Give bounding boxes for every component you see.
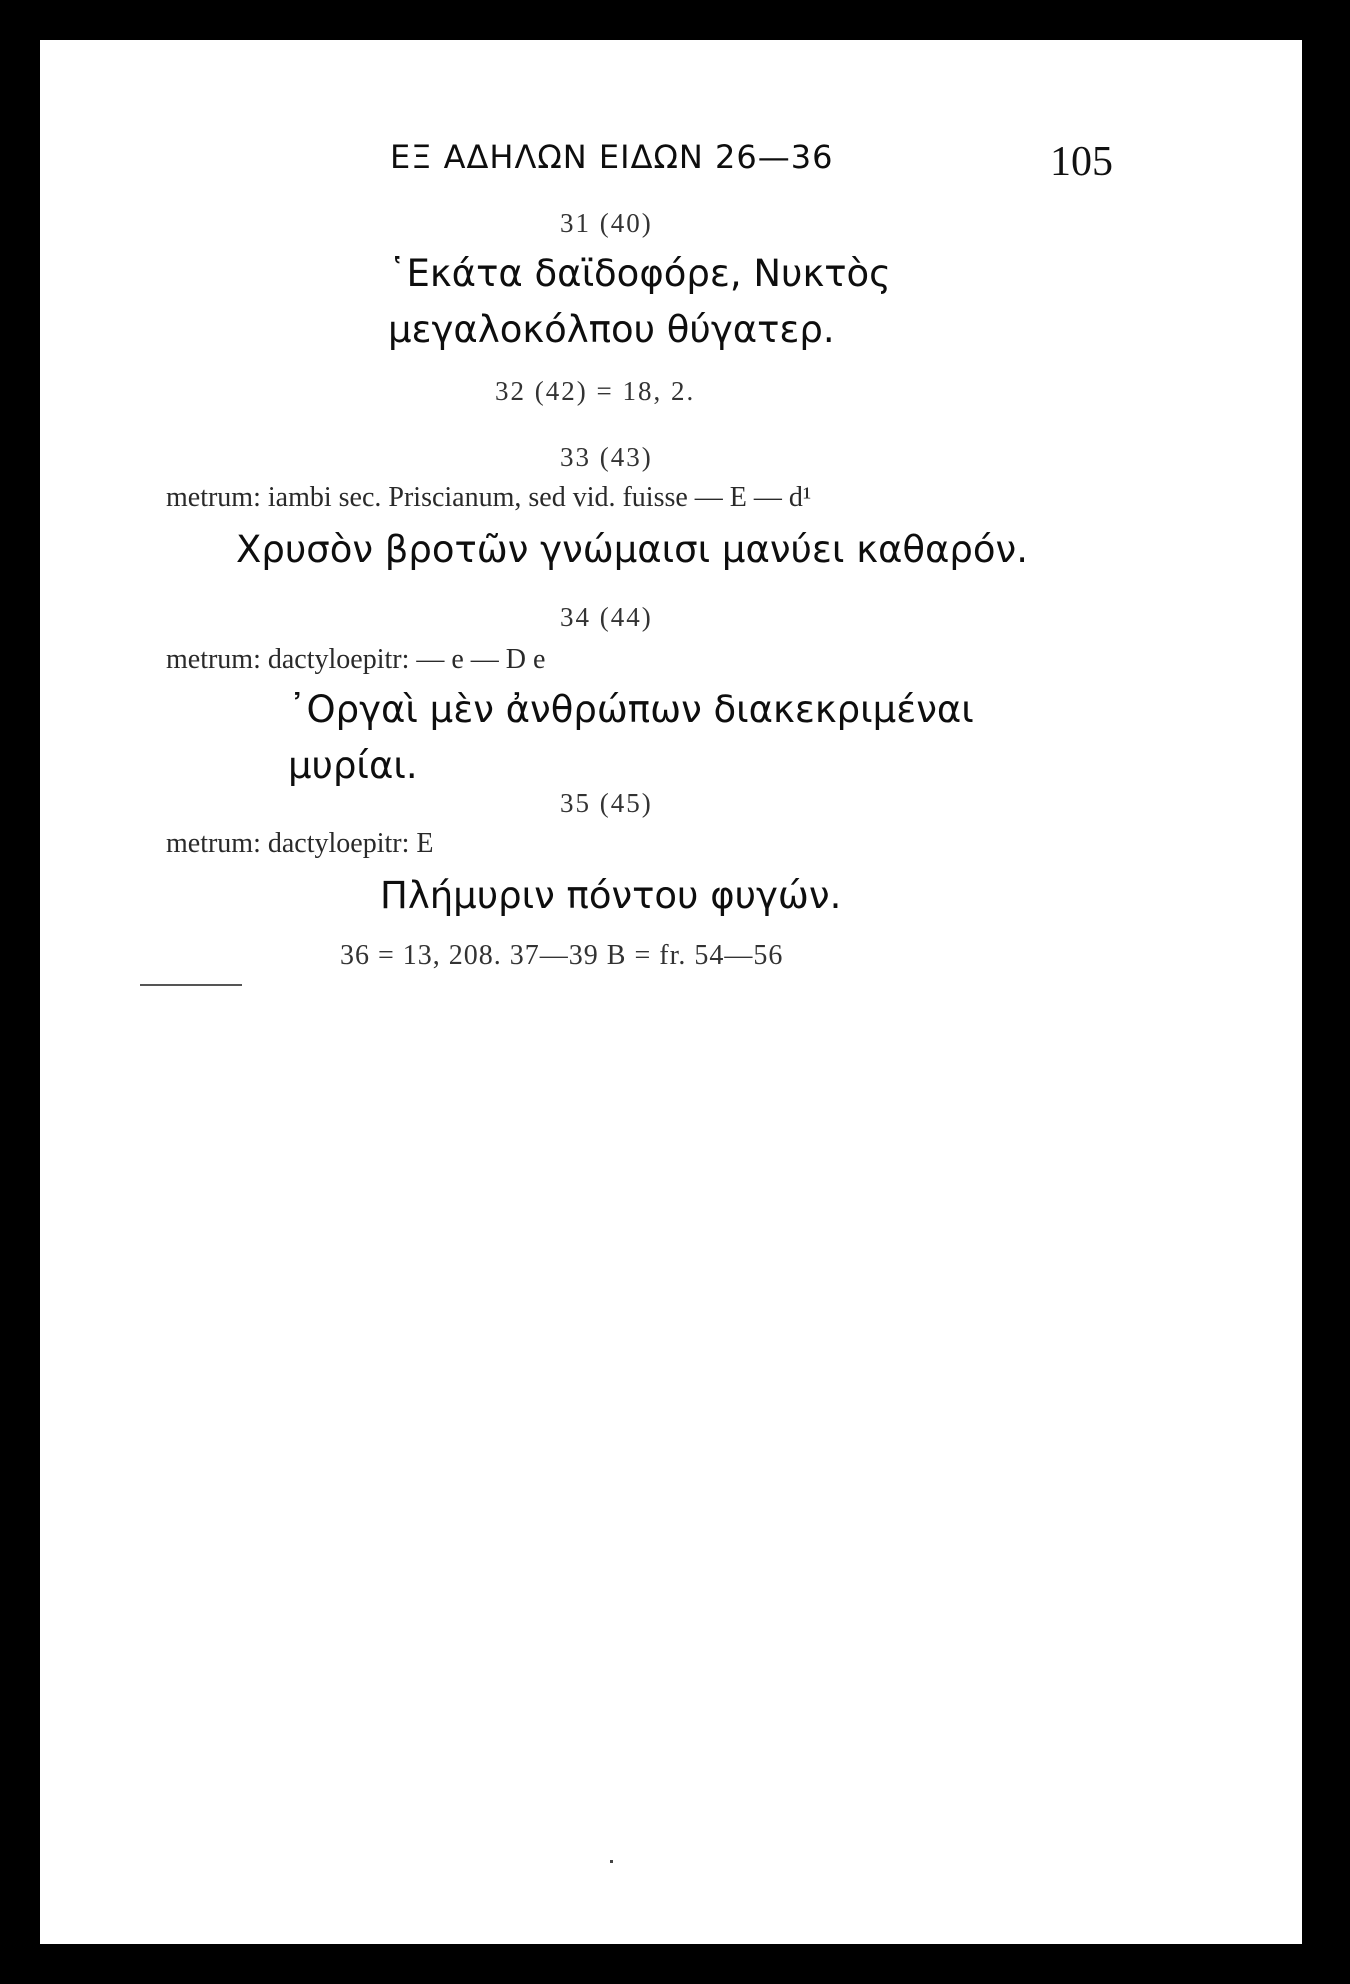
fragment-32-label: 32 (42) = 18, 2.: [495, 376, 696, 406]
fragment-34-label: 34 (44): [560, 602, 653, 632]
print-speck: [610, 1860, 613, 1863]
fragment-34-metrum: metrum: dactyloepitr: — e — D e: [166, 644, 546, 675]
page-number: 105: [1050, 139, 1113, 185]
book-page: [40, 40, 1302, 1944]
fragment-33-metrum: metrum: iambi sec. Priscianum, sed vid. fuisse — E — d¹: [166, 482, 812, 513]
fragment-31-label: 31 (40): [560, 208, 653, 238]
fragment-31-line-1: ῾Εκάτα δαϊδοφόρε, Νυκτὸς: [388, 252, 891, 295]
fragment-34-line-1: ᾽Οργαὶ μὲν ἀνθρώπων διακεκριμέναι: [288, 688, 974, 731]
fragment-35-metrum: metrum: dactyloepitr: E: [166, 828, 434, 859]
cross-reference-note: 36 = 13, 208. 37—39 B = fr. 54—56: [340, 940, 784, 971]
fragment-35-label: 35 (45): [560, 788, 653, 818]
fragment-35-line-1: Πλήμυριν πόντου φυγών.: [380, 874, 842, 917]
footnote-rule: [140, 984, 242, 986]
fragment-31-line-2: μεγαλοκόλπου θύγατερ.: [388, 308, 835, 351]
fragment-33-label: 33 (43): [560, 442, 653, 472]
fragment-33-line-1: Χρυσὸν βροτῶν γνώμαισι μανύει καθαρόν.: [236, 528, 1028, 571]
running-title: ΕΞ ΑΔΗΛΩΝ ΕΙΔΩΝ 26—36: [390, 138, 834, 176]
fragment-34-line-2: μυρίαι.: [288, 744, 418, 787]
